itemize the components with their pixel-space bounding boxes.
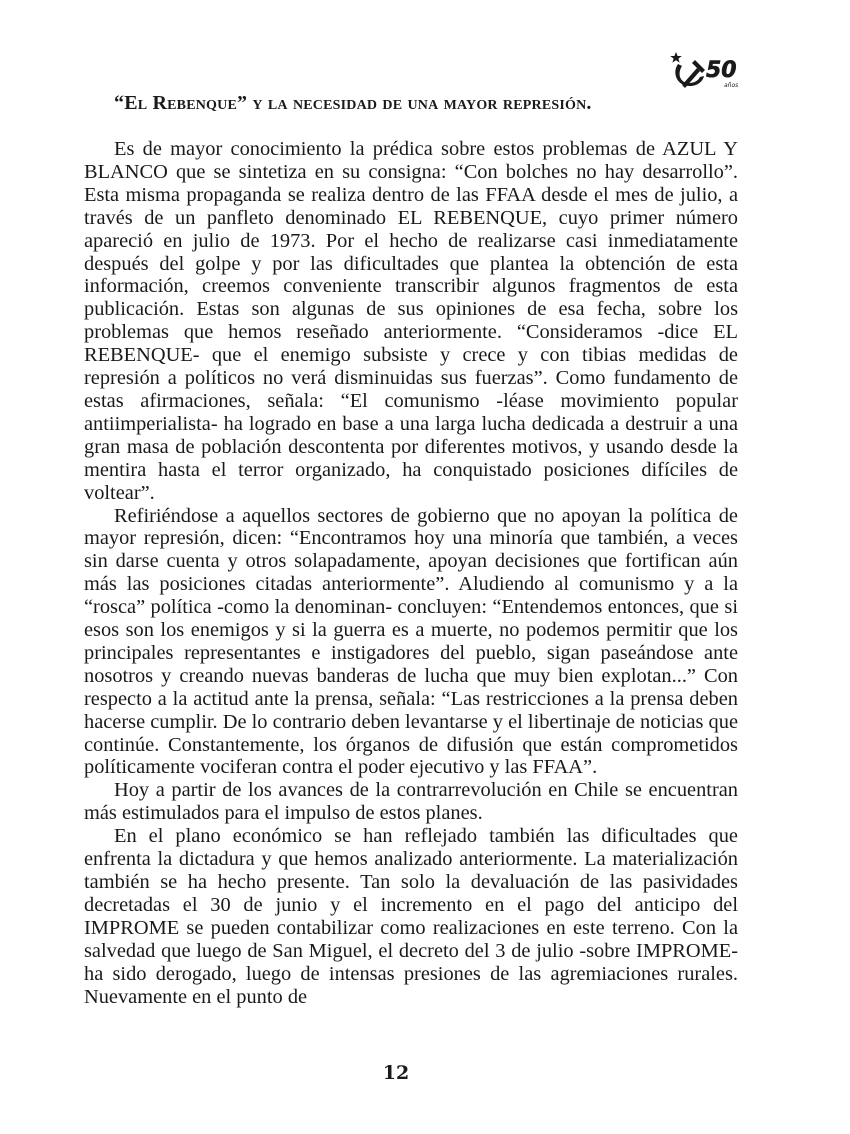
hammer-sickle-star-icon: [670, 50, 742, 92]
body-text: [84, 138, 738, 1008]
paragraph: Hoy a partir de los avances de la contrarrevolución en Chile se encuentran más estimulados para el impulso de estos planes.: [84, 779, 738, 825]
logo-number: 50: [706, 58, 737, 83]
page-number: 12: [382, 1062, 410, 1084]
anniversary-logo: [670, 50, 742, 92]
paragraph: En el plano económico se han reflejado también las dificultades que enfrenta la dictadura y que hemos analizado anteriormente. La materialización también se ha hecho presente. Tan solo la devaluación de las pasividades decretadas el 30 de junio y el incremento en el pago del anticipo del IMPROME se pueden contabilizar como realizaciones en este terreno. Con la salvedad que luego de San Miguel, el decreto del 3 de julio -sobre IMPROME- ha sido derogado, luego de intensas presiones de las agremiaciones rurales. Nuevamente en el punto de: [84, 825, 738, 1008]
paragraph: Refiriéndose a aquellos sectores de gobierno que no apoyan la política de mayor represión, dicen: “Encontramos hoy una minoría que también, a veces sin darse cuenta y otros solapadamente, apoyan decisiones que fortifican aún más las posiciones citadas anteriormente”. Aludiendo al comunismo y a la “rosca” política -como la denominan- concluyen: “Entendemos entonces, que si esos son los enemigos y si la guerra es a muerte, no podemos permitir que los principales representantes e instigadores del pueblo, sigan paseándose ante nosotros y creando nuevas banderas de lucha que muy bien explotan...” Con respecto a la actitud ante la prensa, señala: “Las restricciones a la prensa deben hacerse cumplir. De lo contrario deben levantarse y el libertinaje de noticias que continúe. Constantemente, los órganos de difusión que están comprometidos políticamente vociferan contra el poder ejecutivo y las FFAA”.: [84, 504, 738, 779]
paragraph: Es de mayor conocimiento la prédica sobre estos problemas de AZUL Y BLANCO que se sintetiza en su consigna: “Con bolches no hay desarrollo”. Esta misma propaganda se realiza dentro de las FFAA desde el mes de julio, a través de un panfleto denominado EL REBENQUE, cuyo primer número apareció en julio de 1973. Por el hecho de realizarse casi inmediatamente después del golpe y por las dificultades que plantea la obtención de esta información, creemos conveniente transcribir algunos fragmentos de esta publicación. Estas son algunas de sus opiniones de esa fecha, sobre los problemas que hemos reseñado anteriormente. “Consideramos -dice EL REBENQUE- que el enemigo subsiste y crece y con tibias medidas de represión a políticos no verá disminuidas sus fuerzas”. Como fundamento de estas afirmaciones, señala: “El comunismo -léase movimiento popular antiimperialista- ha logrado en base a una larga lucha dedicada a destruir a una gran masa de población descontenta por diferentes motivos, y usando desde la mentira hasta el terror organizado, ha conquistado posiciones difíciles de voltear”.: [84, 138, 738, 504]
section-title: “El Rebenque” y la necesidad de una mayor represión.: [114, 92, 592, 114]
logo-caption: años: [724, 82, 739, 89]
